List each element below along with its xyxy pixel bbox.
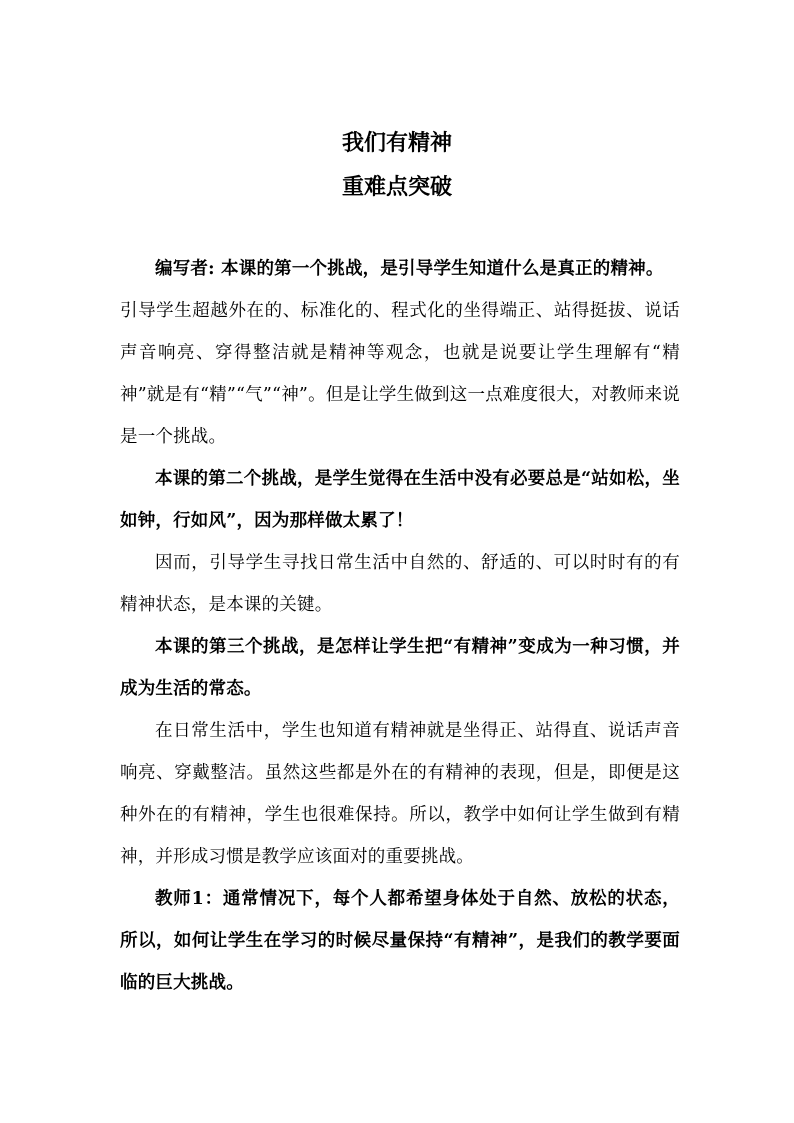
paragraph-3: 本课的第二个挑战，是学生觉得在生活中没有必要总是“站如松，坐如钟，行如风”，因为那样做太累了！ (120, 469, 680, 531)
paragraph-5: 本课的第三个挑战，是怎样让学生把“有精神”变成为一种习惯，并成为生活的常态。 (120, 637, 680, 699)
document-title: 我们有精神 (341, 130, 452, 156)
paragraph-4: 因而，引导学生寻找日常生活中自然的、舒适的、可以时时有的有精神状态，是本课的关键。 (120, 553, 680, 615)
document-subtitle: 重难点突破 (341, 174, 452, 200)
paragraph-1: 编写者: 本课的第一个挑战，是引导学生知道什么是真正的精神。 (155, 259, 664, 279)
paragraph-2: 引导学生超越外在的、标准化的、程式化的坐得端正、站得挺拔、说话声音响亮、穿得整洁就是精神等观念，也就是说要让学生理解有“精神”就是有“精”“气”“神”。但是让学生做到这一点难度很大，对教师来说是一个挑战。 (120, 301, 680, 447)
paragraph-7: 教师1：通常情况下，每个人都希望身体处于自然、放松的状态，所以，如何让学生在学习的时候尽量保持“有精神”，是我们的教学要面临的巨大挑战。 (120, 889, 680, 993)
document-body (120, 248, 680, 1004)
paragraph-6: 在日常生活中，学生也知道有精神就是坐得正、站得直、说话声音响亮、穿戴整洁。虽然这些都是外在的有精神的表现，但是，即便是这种外在的有精神，学生也很难保持。所以，教学中如何让学生做到有精神，并形成习惯是教学应该面对的重要挑战。 (120, 721, 680, 867)
